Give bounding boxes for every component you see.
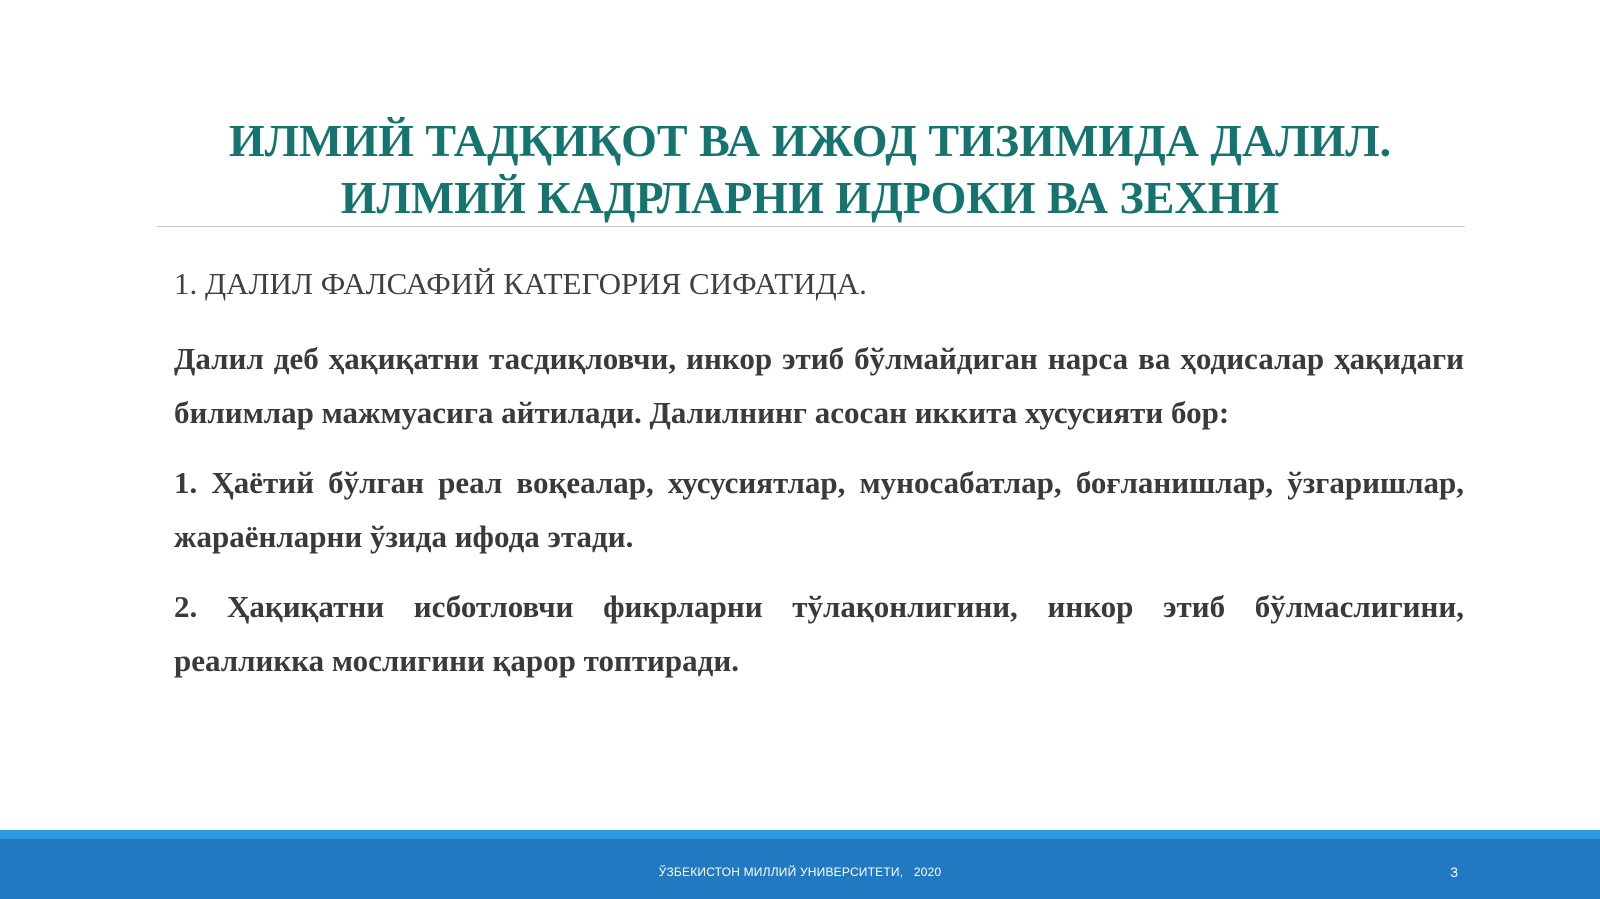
slide-title-line-2: ИЛМИЙ КАДРЛАРНИ ИДРОКИ ВА ЗЕХНИ	[340, 172, 1280, 223]
section-heading: 1. ДАЛИЛ ФАЛСАФИЙ КАТЕГОРИЯ СИФАТИДА.	[174, 266, 867, 301]
property-2-paragraph: 2. Ҳақиқатни исботловчи фикрларни тўлақонлигини, инкор этиб бўлмаслигини, реалликка мослигини қарор топтиради.	[174, 589, 1464, 678]
slide-title	[155, 112, 1465, 226]
slide-body	[174, 262, 1464, 688]
definition-paragraph: Далил деб ҳақиқатни тасдиқловчи, инкор этиб бўлмайдиган нарса ва ҳодисалар ҳақидаги билимлар мажмуасига айтилади. Далилнинг асосан иккита хусусияти бор:	[174, 341, 1464, 430]
slide-title-line-1: ИЛМИЙ ТАДҚИҚОТ ВА ИЖОД ТИЗИМИДА ДАЛИЛ.	[228, 115, 1392, 166]
title-divider	[157, 226, 1465, 227]
property-1-paragraph: 1. Ҳаётий бўлган реал воқеалар, хусусиятлар, муносабатлар, боғланишлар, ўзгаришлар, жараёнларни ўзида ифода этади.	[174, 465, 1464, 554]
slide-footer	[0, 830, 1600, 899]
footer-caption: ЎЗБЕКИСТОН МИЛЛИЙ УНИВЕРСИТЕТИ, 2020	[658, 865, 942, 879]
page-number: 3	[1450, 864, 1458, 880]
